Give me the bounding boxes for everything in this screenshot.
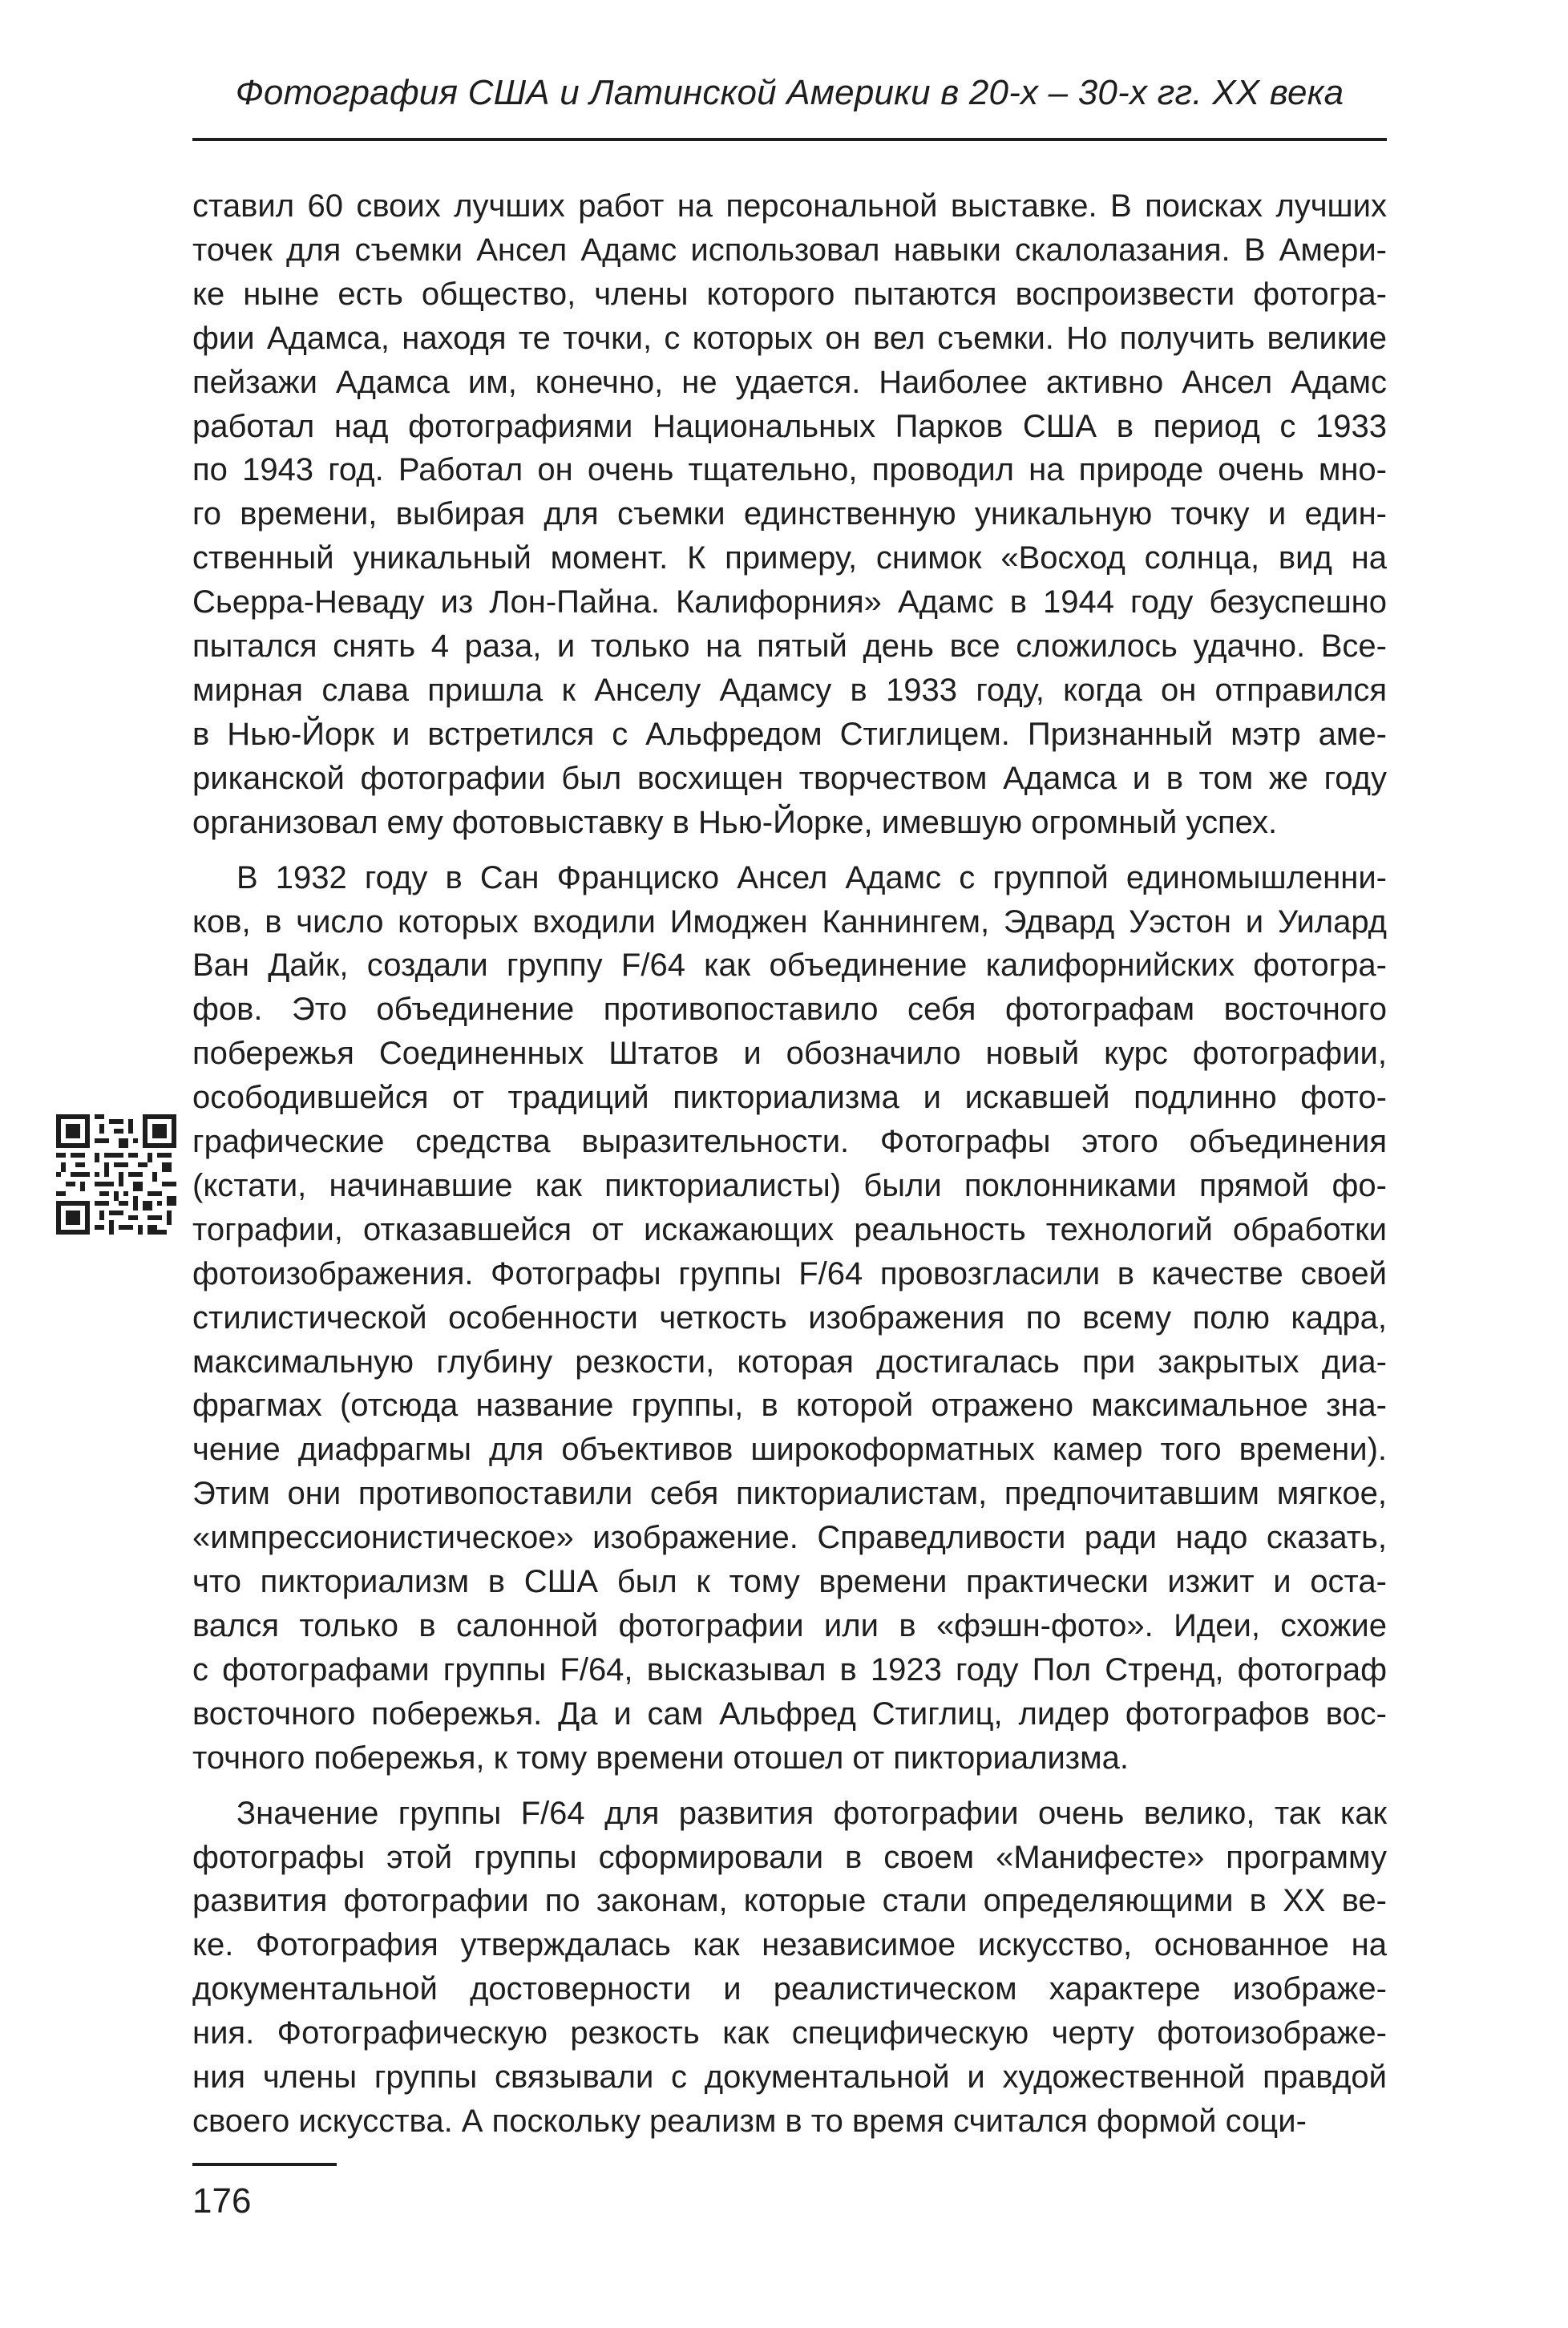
- text-line: го времени, выбирая для съемки единственную уникальную точку и един-: [192, 496, 1387, 532]
- text-line: своего искусства. А поскольку реализм в то время считался формой соци-: [192, 2103, 1307, 2139]
- header-rule: [192, 138, 1387, 141]
- paragraph-3: [192, 1792, 1387, 2144]
- text-line: фии Адамса, находя те точки, с которых он вел съемки. Но получить великие: [192, 320, 1387, 356]
- text-line: фов. Это объединение противопоставило себя фотографам восточного: [192, 992, 1387, 1028]
- text-line: точек для съемки Ансел Адамс использовал навыки скалолазания. В Амери-: [192, 232, 1387, 268]
- text-line: организовал ему фотовыставку в Нью-Йорке, имевшую огромный успех.: [192, 804, 1278, 840]
- running-header: Фотография США и Латинской Америки в 20-х – 30-х гг. XX века: [235, 73, 1344, 112]
- footer-rule: [192, 2163, 337, 2166]
- paragraph-2: [192, 856, 1387, 1780]
- paragraph-1: [192, 184, 1387, 845]
- text-line: Ван Дайк, создали группу F/64 как объединение калифорнийских фотогра-: [192, 948, 1387, 984]
- text-line: пейзажи Адамса им, конечно, не удается. Наиболее активно Ансел Адамс: [192, 364, 1387, 400]
- text-line: что пикториализм в США был к тому времени практически изжит и оста-: [192, 1564, 1387, 1600]
- text-line: фотографы этой группы сформировали в своем «Манифесте» программу: [192, 1839, 1387, 1875]
- text-line: ственный уникальный момент. К примеру, снимок «Восход солнца, вид на: [192, 540, 1387, 576]
- text-line: фотоизображения. Фотографы группы F/64 провозгласили в качестве своей: [192, 1255, 1387, 1291]
- text-line: ставил 60 своих лучших работ на персональной выставке. В поисках лучших: [192, 188, 1387, 224]
- text-line: пытался снять 4 раза, и только на пятый день все сложилось удачно. Все-: [192, 628, 1387, 665]
- text-line: в Нью-Йорк и встретился с Альфредом Стиглицем. Признанный мэтр аме-: [192, 716, 1387, 752]
- text-line: тографии, отказавшейся от искажающих реальность технологий обработки: [192, 1211, 1387, 1247]
- text-line: осободившейся от традиций пикториализма и искавшей подлинно фото-: [192, 1080, 1387, 1116]
- text-line: риканской фотографии был восхищен творчеством Адамса и в том же году: [192, 760, 1387, 796]
- text-line: восточного побережья. Да и сам Альфред Стиглиц, лидер фотографов вос-: [192, 1695, 1387, 1732]
- qr-code-icon[interactable]: [56, 1114, 176, 1235]
- text-line: вался только в салонной фотографии или в «фэшн-фото». Идеи, схожие: [192, 1608, 1387, 1643]
- text-line: ния члены группы связывали с документальной и художественной правдой: [192, 2059, 1387, 2096]
- page-number: 176: [192, 2181, 252, 2221]
- text-line: В 1932 году в Сан Франциско Ансел Адамс с группой единомышленни-: [236, 859, 1387, 895]
- text-line: Сьерра-Неваду из Лон-Пайна. Калифорния» Адамс в 1944 году безуспешно: [192, 584, 1387, 620]
- text-line: фрагмах (отсюда название группы, в которой отражено максимальное зна-: [192, 1388, 1387, 1424]
- text-line: ков, в число которых входили Имоджен Каннингем, Эдвард Уэстон и Уилард: [192, 903, 1387, 940]
- text-line: графические средства выразительности. Фотографы этого объединения: [192, 1124, 1387, 1160]
- text-line: максимальную глубину резкости, которая достигалась при закрытых диа-: [192, 1344, 1387, 1380]
- text-line: Этим они противопоставили себя пикториалистам, предпочитавшим мягкое,: [192, 1476, 1387, 1512]
- text-line: побережья Соединенных Штатов и обозначило новый курс фотографии,: [192, 1036, 1387, 1072]
- text-line: документальной достоверности и реалистическом характере изображе-: [192, 1971, 1387, 2007]
- body-text: [192, 184, 1387, 2144]
- text-line: «импрессионистическое» изображение. Справедливости ради надо сказать,: [192, 1520, 1387, 1556]
- text-line: развития фотографии по законам, которые стали определяющими в XX ве-: [192, 1883, 1387, 1919]
- text-line: точного побережья, к тому времени отошел от пикториализма.: [192, 1740, 1129, 1776]
- text-line: стилистической особенности четкость изображения по всему полю кадра,: [192, 1299, 1387, 1336]
- text-line: (кстати, начинавшие как пикториалисты) были поклонниками прямой фо-: [192, 1167, 1387, 1203]
- text-line: ке. Фотография утверждалась как независимое искусство, основанное на: [192, 1927, 1387, 1963]
- text-line: чение диафрагмы для объективов широкоформатных камер того времени).: [192, 1432, 1387, 1468]
- text-line: ния. Фотографическую резкость как специфическую черту фотоизображе-: [192, 2015, 1387, 2051]
- text-line: с фотографами группы F/64, высказывал в 1923 году Пол Стренд, фотограф: [192, 1651, 1387, 1687]
- text-line: Значение группы F/64 для развития фотографии очень велико, так как: [236, 1795, 1387, 1831]
- text-line: ке ныне есть общество, члены которого пытаются воспроизвести фотогра-: [192, 276, 1387, 312]
- text-line: работал над фотографиями Национальных Парков США в период с 1933: [192, 408, 1387, 444]
- text-line: мирная слава пришла к Анселу Адамсу в 1933 году, когда он отправился: [192, 672, 1387, 708]
- text-line: по 1943 год. Работал он очень тщательно, проводил на природе очень мно-: [192, 452, 1387, 488]
